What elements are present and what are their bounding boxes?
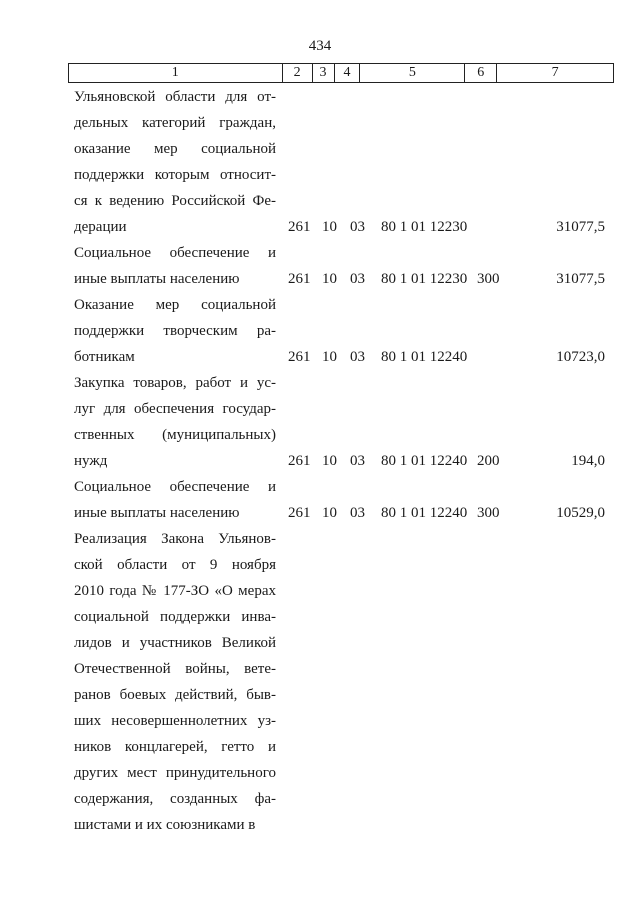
header-col-1: 1: [69, 64, 283, 82]
description-line: Ульяновской области для от-: [74, 89, 276, 105]
description-line: Закупка товаров, работ и ус-: [74, 375, 276, 391]
description-line: ших несовершеннолетних уз-: [74, 713, 276, 729]
table-row: [0, 240, 640, 292]
header-col-4: 4: [335, 64, 361, 82]
description-line: луг для обеспечения государ-: [74, 401, 276, 417]
cell-c3: 10: [322, 453, 337, 469]
cell-c5: 80 1 01 12240: [381, 505, 468, 521]
cell-c2: 261: [288, 453, 311, 469]
cell-c2: 261: [288, 349, 311, 365]
table-row: [0, 292, 640, 370]
cell-c5: 80 1 01 12230: [381, 271, 468, 287]
cell-c5: 80 1 01 12240: [381, 453, 468, 469]
cell-c4: 03: [350, 219, 365, 235]
cell-c6: 300: [477, 505, 500, 521]
cell-c3: 10: [322, 271, 337, 287]
description-line: поддержки которым относит-: [74, 167, 276, 183]
table-row: [0, 84, 640, 240]
description-line: шистами и их союзниками в: [74, 817, 256, 833]
cell-c4: 03: [350, 349, 365, 365]
description-line: оказание мер социальной: [74, 141, 276, 157]
row-description: [74, 292, 276, 370]
description-line: содержания, созданных фа-: [74, 791, 276, 807]
cell-c7: 10529,0: [556, 505, 605, 521]
description-line: ботникам: [74, 349, 135, 365]
header-col-7: 7: [551, 65, 559, 80]
table-row: [0, 370, 640, 474]
header-col-3: 3: [313, 64, 335, 82]
table-row: [0, 474, 640, 526]
cell-c3: 10: [322, 505, 337, 521]
cell-c4: 03: [350, 505, 365, 521]
cell-c3: 10: [322, 219, 337, 235]
description-line: лидов и участников Великой: [74, 635, 276, 651]
description-line: поддержки творческим ра-: [74, 323, 276, 339]
header-col-2: 2: [283, 64, 313, 82]
table-header: [68, 63, 614, 83]
description-line: иные выплаты населению: [74, 505, 240, 521]
cell-c2: 261: [288, 271, 311, 287]
description-line: Реализация Закона Ульянов-: [74, 531, 276, 547]
description-line: Оказание мер социальной: [74, 297, 276, 313]
row-description: [74, 370, 276, 474]
description-line: Социальное обеспечение и: [74, 479, 276, 495]
cell-c5: 80 1 01 12230: [381, 219, 468, 235]
header-col-5: 5: [360, 64, 465, 82]
cell-c2: 261: [288, 505, 311, 521]
cell-c4: 03: [350, 271, 365, 287]
cell-c4: 03: [350, 453, 365, 469]
cell-c7: 31077,5: [556, 271, 605, 287]
page-number: 434: [308, 38, 332, 54]
cell-c6: 300: [477, 271, 500, 287]
description-line: социальной поддержки инва-: [74, 609, 276, 625]
cell-c2: 261: [288, 219, 311, 235]
description-line: ственных (муниципальных): [74, 427, 276, 443]
description-line: других мест принудительного: [74, 765, 276, 781]
cell-c7: 194,0: [571, 453, 605, 469]
cell-c5: 80 1 01 12240: [381, 349, 468, 365]
cell-c3: 10: [322, 349, 337, 365]
description-line: иные выплаты населению: [74, 271, 240, 287]
description-line: ранов боевых действий, быв-: [74, 687, 276, 703]
row-description: [74, 474, 276, 526]
description-line: ников концлагерей, гетто и: [74, 739, 276, 755]
description-line: ся к ведению Российской Фе-: [74, 193, 276, 209]
description-line: нужд: [74, 453, 108, 469]
table-row: [0, 526, 640, 838]
cell-c7: 31077,5: [556, 219, 605, 235]
description-line: дельных категорий граждан,: [74, 115, 276, 131]
header-col-6: 6: [465, 64, 497, 82]
row-description: [74, 240, 276, 292]
description-line: дерации: [74, 219, 127, 235]
row-description: [74, 84, 276, 240]
description-line: Отечественной войны, вете-: [74, 661, 276, 677]
description-line: Социальное обеспечение и: [74, 245, 276, 261]
cell-c7: 10723,0: [556, 349, 605, 365]
row-description: [74, 526, 276, 838]
cell-c6: 200: [477, 453, 500, 469]
description-line: ской области от 9 ноября: [74, 557, 276, 573]
description-line: 2010 года № 177-ЗО «О мерах: [74, 583, 276, 599]
